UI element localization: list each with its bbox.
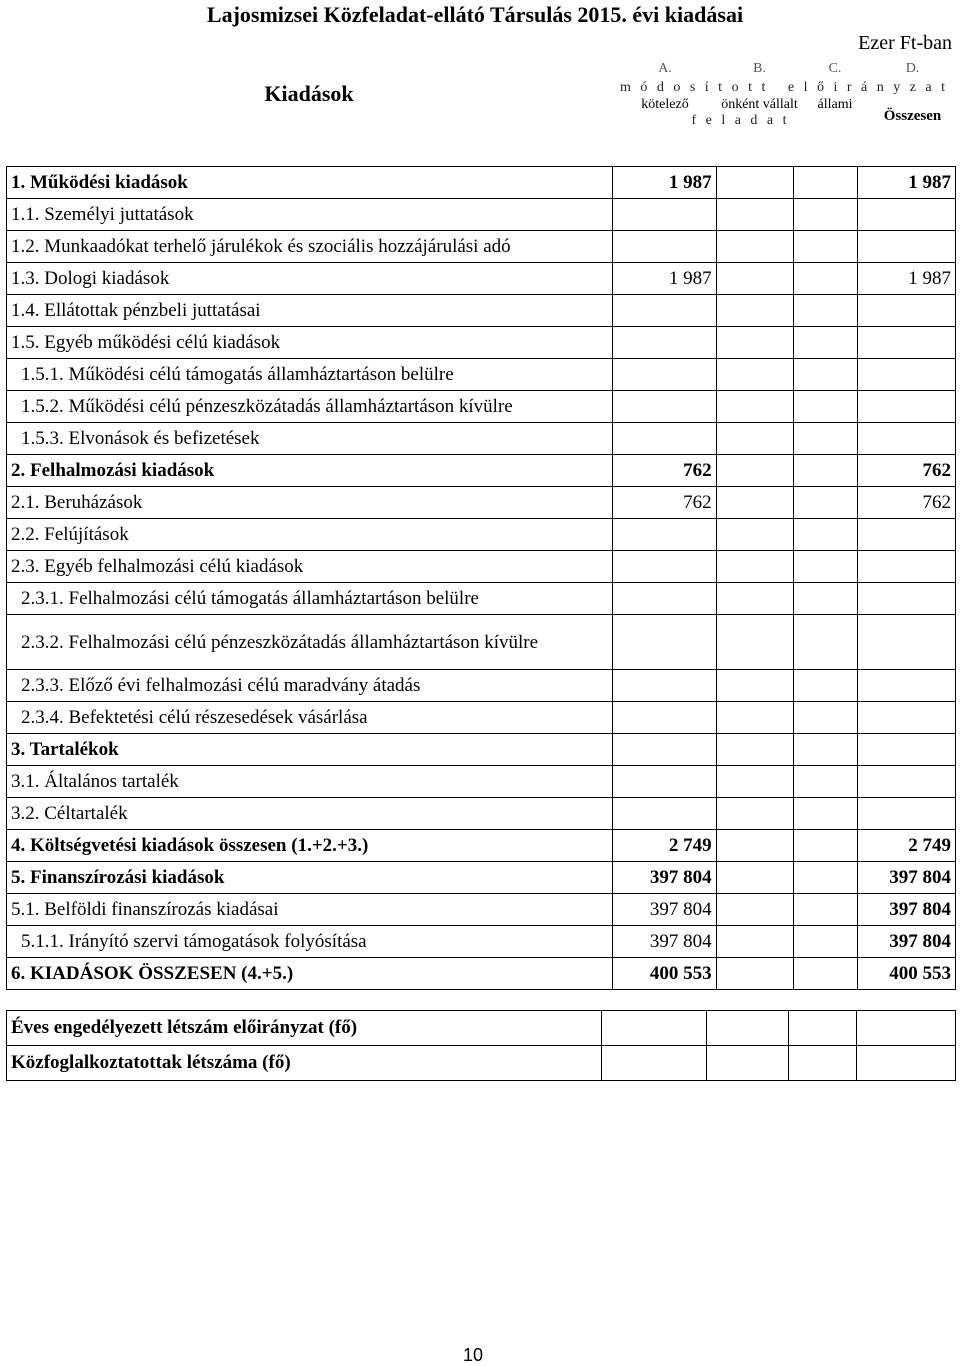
onkent-vallalt-value [716,894,793,926]
kotelezo-value: 762 [612,455,716,487]
onkent-vallalt-value [716,359,793,391]
row-label: 1.5.1. Működési célú támogatás államháztartáson belülre [7,359,613,391]
osszesen-value [857,295,955,327]
kotelezo-header: kötelező [641,96,689,112]
kotelezo-value: 397 804 [612,862,716,894]
page-number: 10 [462,1345,484,1365]
kotelezo-value [612,798,716,830]
table-row [7,615,956,670]
table-row [7,670,956,702]
kotelezo-value: 397 804 [612,894,716,926]
row-label: 2.3.4. Befektetési célú részesedések vásárlása [7,702,613,734]
allami-value [793,391,857,423]
onkent-vallalt-value [716,231,793,263]
column-header [6,58,956,129]
table-row [7,894,956,926]
kotelezo-value [612,670,716,702]
row-label: 2.3. Egyéb felhalmozási célú kiadások [7,551,613,583]
osszesen-value [857,551,955,583]
row-label: 3.1. Általános tartalék [7,766,613,798]
table-row [7,167,956,199]
onkent-vallalt-value [716,519,793,551]
row-label: 3.2. Céltartalék [7,798,613,830]
row-label: 1.3. Dologi kiadások [7,263,613,295]
allami-value [793,167,857,199]
onkent-vallalt-value [716,958,793,990]
allami-value [793,199,857,231]
kotelezo-value [612,734,716,766]
osszesen-value [857,583,955,615]
staff-value [857,1046,956,1081]
kotelezo-value: 1 987 [612,263,716,295]
staff-row [7,1011,956,1046]
osszesen-value [857,199,955,231]
onkent-vallalt-value [716,615,793,670]
table-row [7,926,956,958]
row-label: 2.2. Felújítások [7,519,613,551]
row-label: 5.1.1. Irányító szervi támogatások folyósítása [7,926,613,958]
osszesen-value [857,231,955,263]
expenses-table [6,166,956,990]
onkent-vallalt-value [716,423,793,455]
row-label: 5.1. Belföldi finanszírozás kiadásai [7,894,613,926]
onkent-vallalt-header: önként vállalt [721,97,798,112]
onkent-vallalt-value [716,327,793,359]
allami-value [793,583,857,615]
table-row [7,487,956,519]
osszesen-value: 1 987 [857,263,955,295]
table-row [7,199,956,231]
table-row [7,551,956,583]
kotelezo-value [612,199,716,231]
staff-value [602,1046,707,1081]
row-label: 1.5. Egyéb működési célú kiadások [7,327,613,359]
osszesen-value: 397 804 [857,926,955,958]
osszesen-value [857,615,955,670]
table-row [7,702,956,734]
kotelezo-value: 762 [612,487,716,519]
staff-label: Közfoglalkoztatottak létszáma (fő) [7,1046,602,1081]
feladat-header: f e l a d a t [691,113,790,128]
osszesen-value: 762 [857,487,955,519]
osszesen-value: 2 749 [857,830,955,862]
osszesen-value: 1 987 [857,167,955,199]
allami-value [793,295,857,327]
kotelezo-value: 397 804 [612,926,716,958]
osszesen-value [857,327,955,359]
onkent-vallalt-value [716,926,793,958]
allami-value [793,327,857,359]
kotelezo-value [612,551,716,583]
staff-value [789,1011,857,1046]
row-label: 1.5.3. Elvonások és befizetések [7,423,613,455]
onkent-vallalt-value [716,830,793,862]
row-label: 5. Finanszírozási kiadások [7,862,613,894]
onkent-vallalt-value [716,766,793,798]
allami-value [793,615,857,670]
table-row [7,295,956,327]
table-row [7,766,956,798]
kotelezo-value [612,295,716,327]
kotelezo-value [612,766,716,798]
osszesen-value [857,519,955,551]
row-label: 2.3.1. Felhalmozási célú támogatás államháztartáson belülre [7,583,613,615]
osszesen-value [857,798,955,830]
onkent-vallalt-value [716,199,793,231]
osszesen-value [857,734,955,766]
onkent-vallalt-value [716,455,793,487]
onkent-vallalt-value [716,798,793,830]
table-row [7,583,956,615]
modositott-eloiranyzat-header: m ó d o s í t o t t e l ő i r á n y z a t [619,80,949,95]
onkent-vallalt-value [716,295,793,327]
allami-value [793,894,857,926]
table-row [7,862,956,894]
allami-value [793,455,857,487]
allami-value [793,551,857,583]
onkent-vallalt-value [716,702,793,734]
table-row [7,391,956,423]
kotelezo-value: 400 553 [612,958,716,990]
kotelezo-value [612,359,716,391]
table-row [7,519,956,551]
allami-value [793,423,857,455]
onkent-vallalt-value [716,263,793,295]
allami-value [793,702,857,734]
osszesen-value [857,766,955,798]
table-row [7,359,956,391]
kotelezo-value [612,702,716,734]
osszesen-value: 397 804 [857,894,955,926]
kotelezo-value: 2 749 [612,830,716,862]
kotelezo-value [612,615,716,670]
page-title: Lajosmizsei Közfeladat-ellátó Társulás 2015. évi kiadásai [206,2,744,27]
row-label: 1. Működési kiadások [7,167,613,199]
staff-value [857,1011,956,1046]
onkent-vallalt-value [716,862,793,894]
allami-value [793,231,857,263]
onkent-vallalt-value [716,487,793,519]
osszesen-value: 397 804 [857,862,955,894]
osszesen-value [857,670,955,702]
staff-value [602,1011,707,1046]
allami-value [793,359,857,391]
row-label: 2. Felhalmozási kiadások [7,455,613,487]
osszesen-value [857,702,955,734]
col-letter-d: D. [905,61,920,76]
osszesen-value [857,359,955,391]
row-label: 1.5.2. Működési célú pénzeszközátadás államháztartáson kívülre [7,391,613,423]
osszesen-value [857,423,955,455]
allami-value [793,734,857,766]
staff-value [789,1046,857,1081]
osszesen-value: 762 [857,455,955,487]
kotelezo-value [612,391,716,423]
row-label: 4. Költségvetési kiadások összesen (1.+2.+3.) [7,830,613,862]
allami-header: állami [817,96,853,112]
onkent-vallalt-value [716,734,793,766]
table-row [7,263,956,295]
table-row [7,830,956,862]
allami-value [793,798,857,830]
unit-label: Ezer Ft-ban [858,32,952,54]
row-label: 3. Tartalékok [7,734,613,766]
table-row [7,958,956,990]
col-letter-b: B. [753,61,766,76]
kotelezo-value: 1 987 [612,167,716,199]
staff-value [707,1011,789,1046]
row-label: 2.1. Beruházások [7,487,613,519]
kotelezo-value [612,423,716,455]
allami-value [793,487,857,519]
col-letter-a: A. [658,61,672,76]
row-label: 6. KIADÁSOK ÖSSZESEN (4.+5.) [7,958,613,990]
table-row [7,798,956,830]
staff-row [7,1046,956,1081]
kotelezo-value [612,231,716,263]
onkent-vallalt-value [716,391,793,423]
staff-label: Éves engedélyezett létszám előirányzat (fő) [7,1011,602,1046]
row-label: 2.3.3. Előző évi felhalmozási célú maradvány átadás [7,670,613,702]
table-row [7,455,956,487]
allami-value [793,830,857,862]
kotelezo-value [612,519,716,551]
kotelezo-value [612,327,716,359]
onkent-vallalt-value [716,583,793,615]
osszesen-value: 400 553 [857,958,955,990]
allami-value [793,862,857,894]
row-label-header: Kiadások [264,80,354,106]
table-row [7,734,956,766]
table-row [7,423,956,455]
staff-table [6,1010,956,1081]
osszesen-header: Összesen [883,108,942,124]
row-label: 2.3.2. Felhalmozási célú pénzeszközátadás államháztartáson kívülre [7,615,613,670]
allami-value [793,766,857,798]
onkent-vallalt-value [716,167,793,199]
table-row [7,327,956,359]
col-letter-c: C. [828,61,842,76]
row-label: 1.2. Munkaadókat terhelő járulékok és szociális hozzájárulási adó [7,231,613,263]
onkent-vallalt-value [716,670,793,702]
row-label: 1.1. Személyi juttatások [7,199,613,231]
allami-value [793,263,857,295]
allami-value [793,926,857,958]
staff-value [707,1046,789,1081]
allami-value [793,519,857,551]
row-label: 1.4. Ellátottak pénzbeli juttatásai [7,295,613,327]
allami-value [793,670,857,702]
allami-value [793,958,857,990]
table-row [7,231,956,263]
kotelezo-value [612,583,716,615]
osszesen-value [857,391,955,423]
onkent-vallalt-value [716,551,793,583]
